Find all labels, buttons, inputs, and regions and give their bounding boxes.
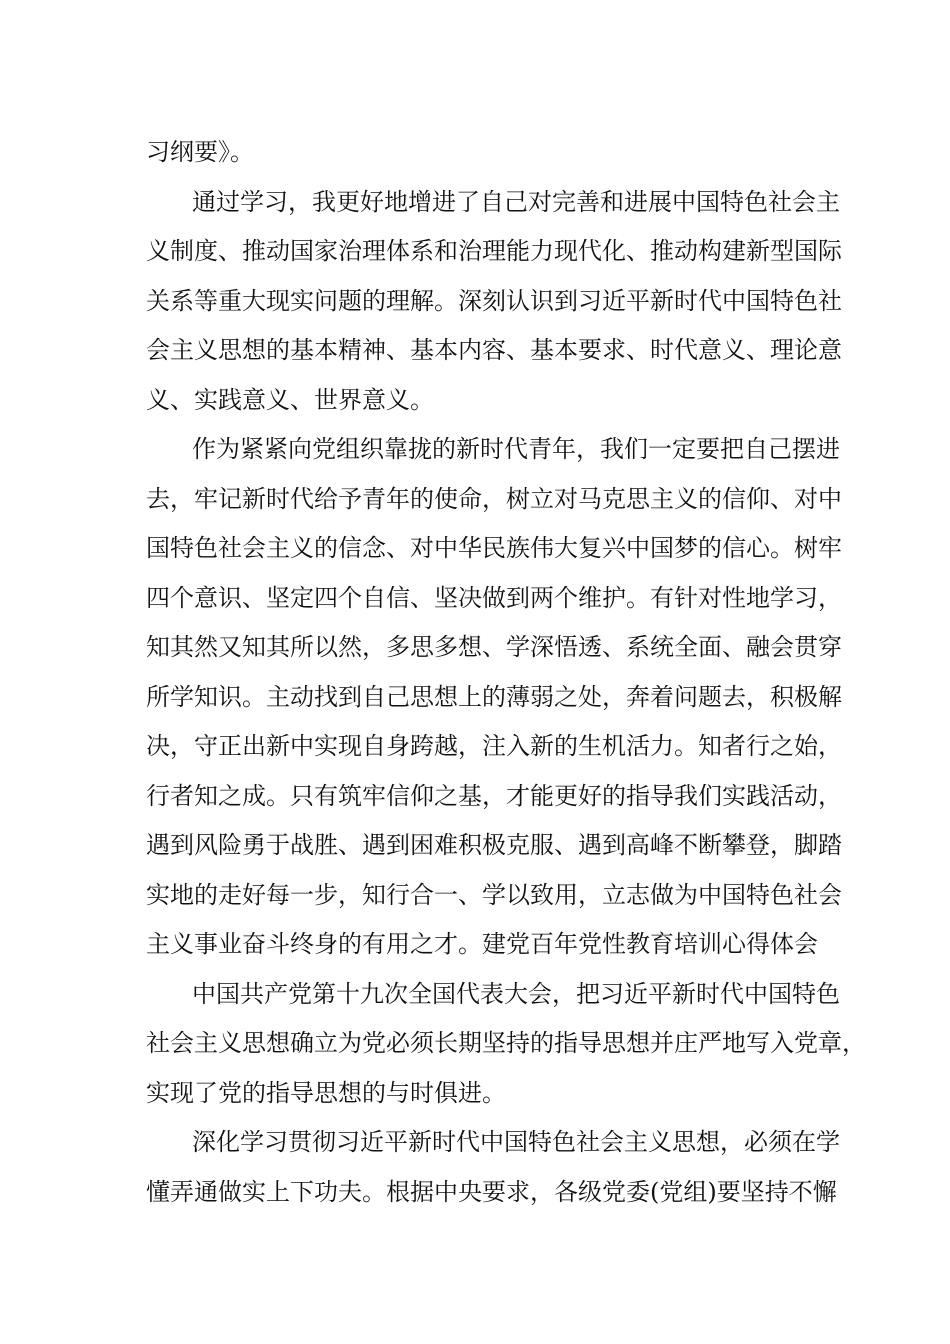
- text-line: 实地的走好每一步，知行合一、学以致用，立志做为中国特色社会: [146, 880, 842, 909]
- document-body: [146, 128, 866, 1217]
- text-line: 义制度、推动国家治理体系和治理能力现代化、推动构建新型国际: [146, 237, 842, 265]
- text-line: 知其然又知其所以然，多思多想、学深悟透、系统全面、融会贯穿: [146, 633, 842, 661]
- text-line: 决，守正出新中实现自身跨越，注入新的生机活力。知者行之始，: [146, 732, 842, 760]
- text-line: 习纲要》。: [146, 138, 254, 166]
- text-line: 社会主义思想确立为党必须长期坚持的指导思想并庄严地写入党章，: [146, 1029, 866, 1057]
- paragraph-first-line: 作为紧紧向党组织靠拢的新时代青年，我们一定要把自己摆进: [192, 435, 840, 463]
- text-line: 实现了党的指导思想的与时俱进。: [146, 1078, 506, 1107]
- text-line: 会主义思想的基本精神、基本内容、基本要求、时代意义、理论意: [146, 336, 842, 364]
- paragraph-first-line: 中国共产党第十九次全国代表大会，把习近平新时代中国特色: [192, 979, 840, 1008]
- text-line: 主义事业奋斗终身的有用之才。建党百年党性教育培训心得体会: [146, 930, 818, 958]
- text-line: 四个意识、坚定四个自信、坚决做到两个维护。有针对性地学习，: [146, 583, 842, 612]
- text-line: 行者知之成。只有筑牢信仰之基，才能更好的指导我们实践活动，: [146, 781, 842, 810]
- text-line: 国特色社会主义的信念、对中华民族伟大复兴中国梦的信心。树牢: [146, 534, 842, 562]
- text-line: 义、实践意义、世界意义。: [146, 385, 434, 414]
- text-line: 所学知识。主动找到自己思想上的薄弱之处，奔着问题去，积极解: [146, 682, 842, 711]
- text-line: 遇到风险勇于战胜、遇到困难积极克服、遇到高峰不断攀登，脚踏: [146, 831, 842, 859]
- paragraph-first-line: 通过学习，我更好地增进了自己对完善和进展中国特色社会主: [192, 187, 840, 216]
- text-line: 关系等重大现实问题的理解。深刻认识到习近平新时代中国特色社: [146, 286, 842, 315]
- paragraph-first-line: 深化学习贯彻习近平新时代中国特色社会主义思想，必须在学: [192, 1128, 840, 1156]
- text-line: 去，牢记新时代给予青年的使命，树立对马克思主义的信仰、对中: [146, 484, 842, 513]
- text-line: 懂弄通做实上下功夫。根据中央要求，各级党委(党组)要坚持不懈: [146, 1177, 837, 1206]
